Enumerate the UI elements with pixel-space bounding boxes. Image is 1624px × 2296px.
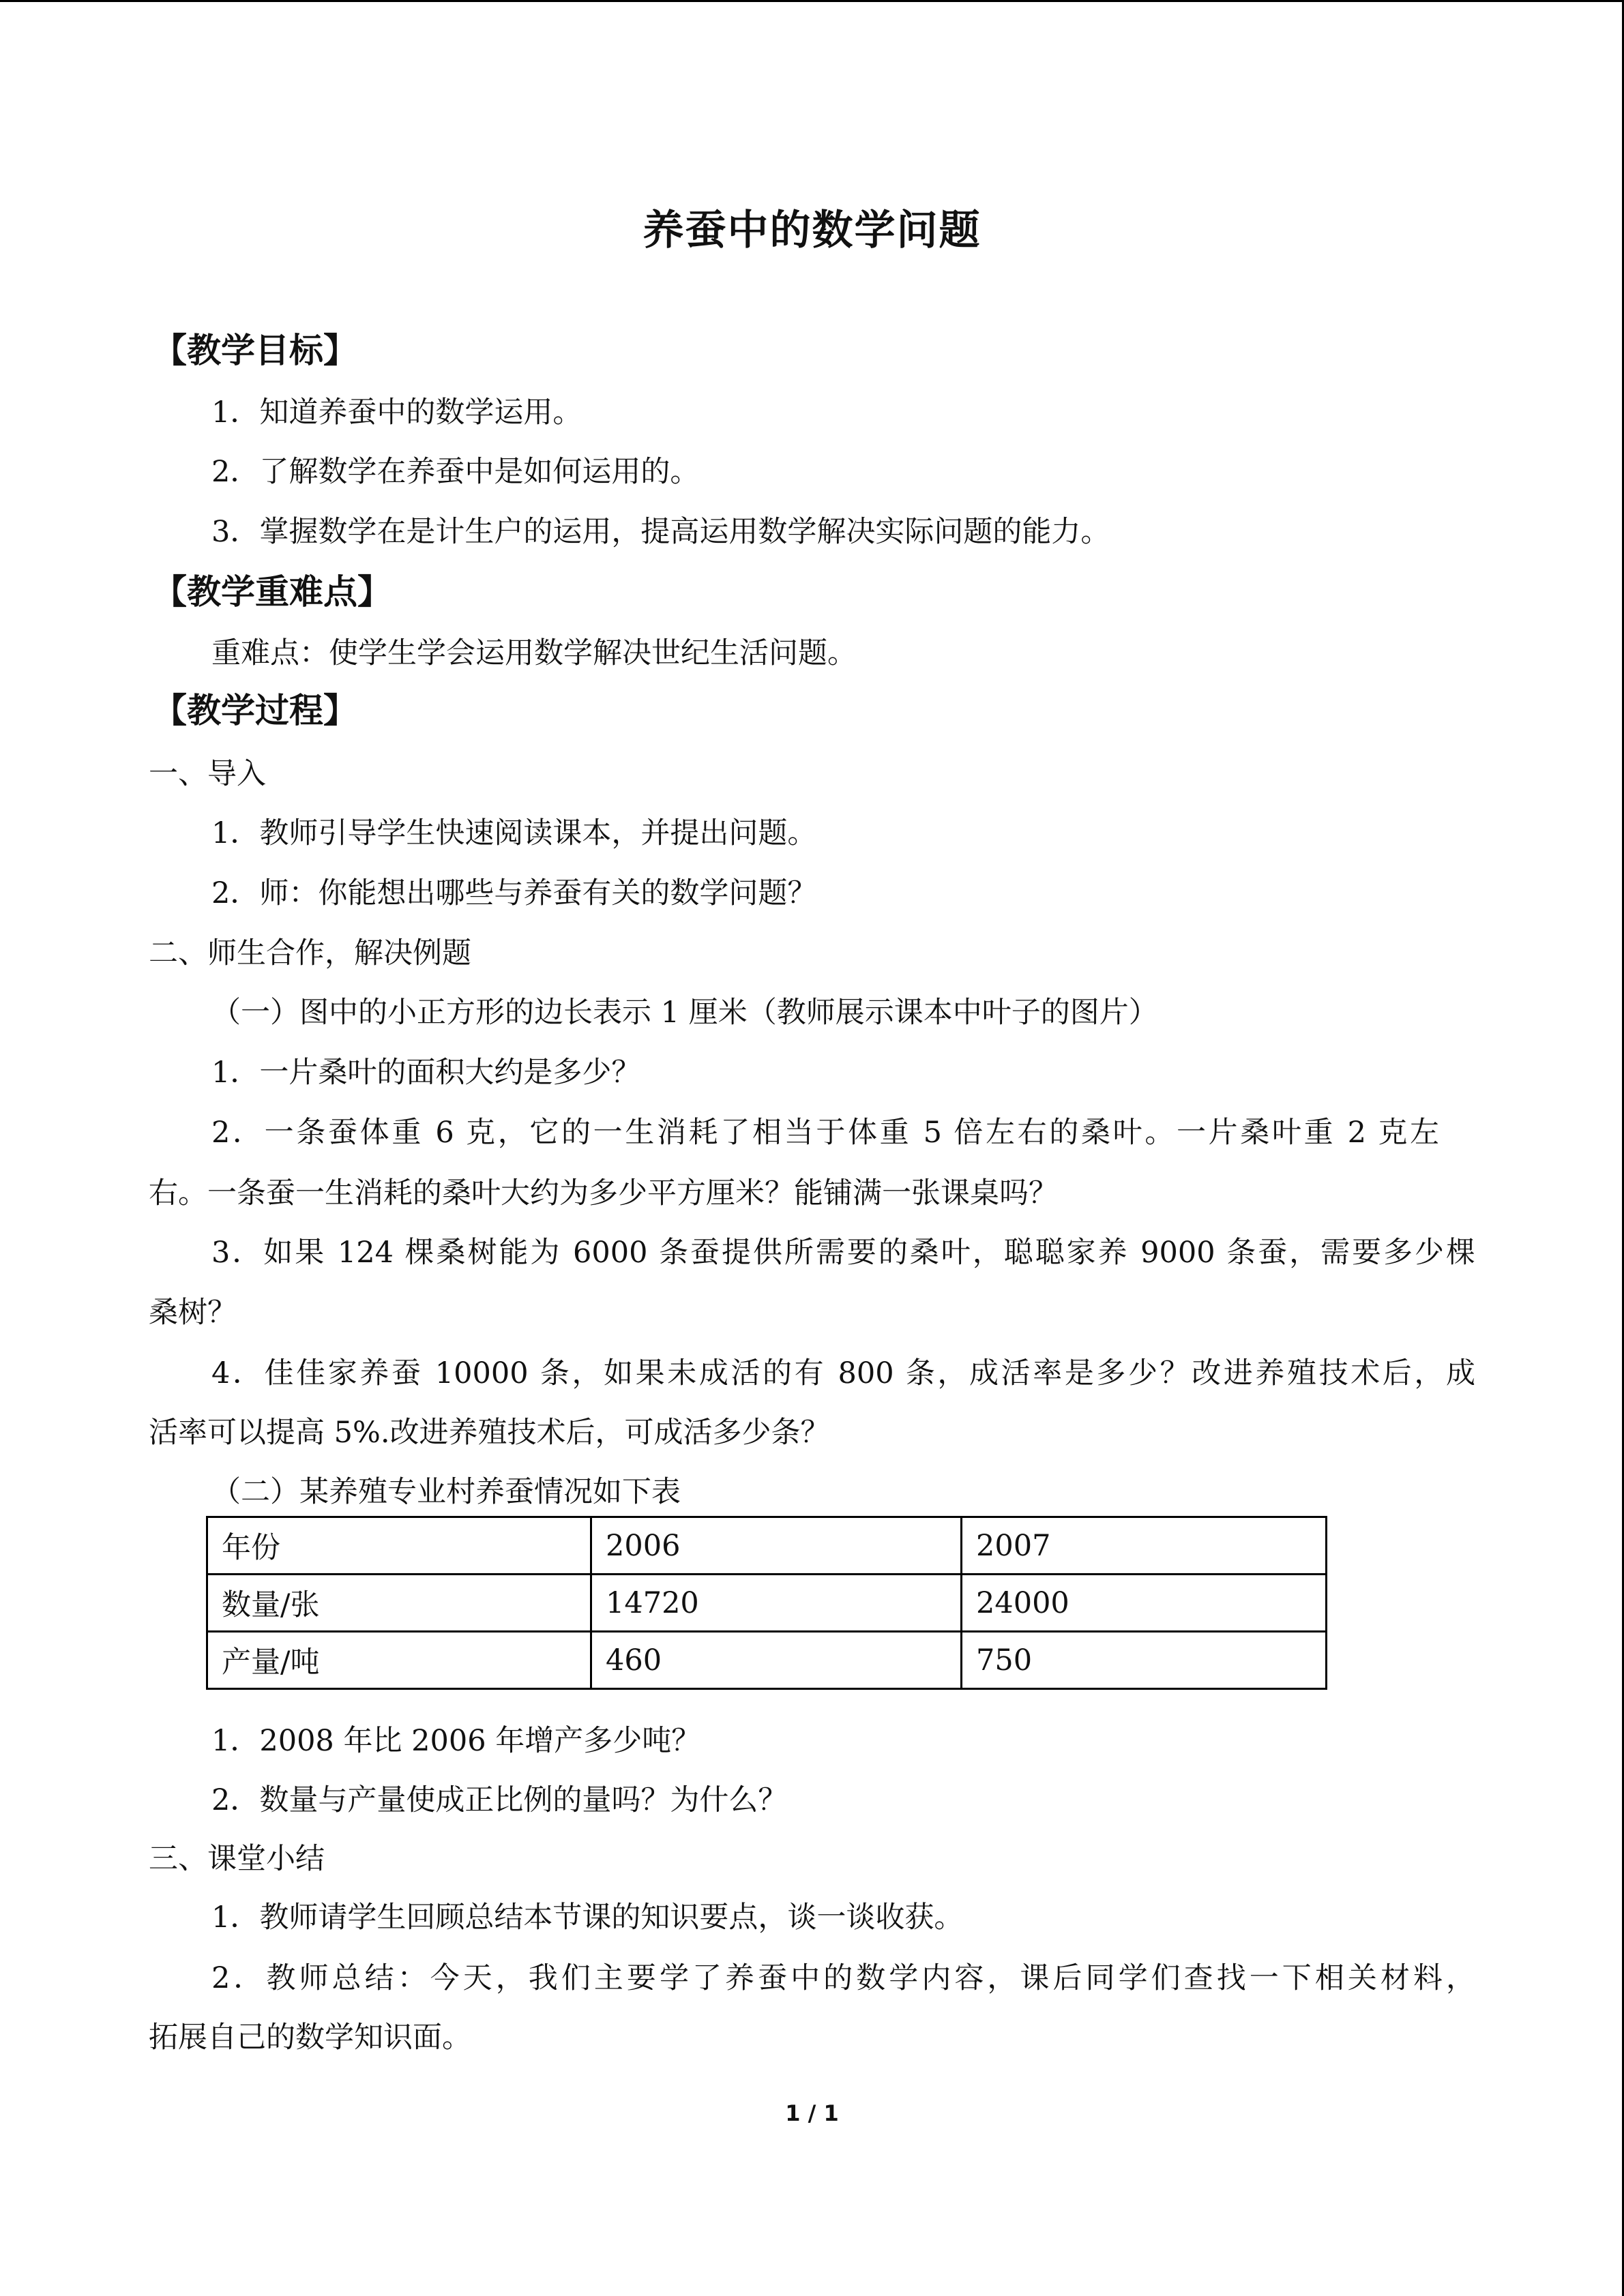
part1-question-2-line-1: 2．一条蚕体重 6 克，它的一生消耗了相当于体重 5 倍左右的桑叶。一片桑叶重 2 克左 — [211, 1116, 1439, 1150]
part1-question-4-line-2: 活率可以提高 5%.改进养殖技术后，可成活多少条？ — [149, 1416, 830, 1450]
goal-item-3: 3．掌握数学在是计生户的运用，提高运用数学解决实际问题的能力。 — [211, 515, 1110, 549]
summary-item-2-line-2: 拓展自己的数学知识面。 — [149, 2021, 471, 2055]
table-header-cell: 2006 — [591, 1517, 962, 1575]
intro-item-2: 2．师：你能想出哪些与养蚕有关的数学问题？ — [211, 876, 817, 910]
intro-item-1: 1．教师引导学生快速阅读课本，并提出问题。 — [211, 816, 817, 850]
summary-item-1: 1．教师请学生回顾总结本节课的知识要点，谈一谈收获。 — [211, 1900, 964, 1935]
table-cell: 数量/张 — [207, 1575, 591, 1632]
table-header-row — [207, 1517, 1327, 1575]
table-cell: 460 — [591, 1632, 962, 1689]
part1-question-4-line-1: 4．佳佳家养蚕 10000 条，如果未成活的有 800 条，成活率是多少？改进养殖技术后，成 — [211, 1356, 1475, 1390]
part1-question-3-line-1: 3．如果 124 棵桑树能为 6000 条蚕提供所需要的桑叶，聪聪家养 9000 条蚕，需要多少棵 — [211, 1236, 1475, 1270]
table-row — [207, 1632, 1327, 1689]
goal-item-1: 1．知道养蚕中的数学运用。 — [211, 396, 582, 430]
part1-question-2-line-2: 右。一条蚕一生消耗的桑叶大约为多少平方厘米？能铺满一张课桌吗？ — [149, 1176, 1058, 1210]
table-cell: 24000 — [962, 1575, 1327, 1632]
part2-question-1: 1．2008 年比 2006 年增产多少吨？ — [211, 1724, 701, 1758]
page-number: 1 / 1 — [785, 2100, 839, 2126]
part2-heading: （二）某养殖专业村养蚕情况如下表 — [211, 1475, 681, 1509]
section-heading-key-points: 【教学重难点】 — [153, 572, 392, 612]
breeding-data-table — [206, 1516, 1327, 1690]
table-row — [207, 1575, 1327, 1632]
section-heading-goals: 【教学目标】 — [153, 331, 357, 370]
part1-question-1: 1．一片桑叶的面积大约是多少？ — [211, 1056, 641, 1090]
intro-heading: 一、导入 — [149, 757, 266, 791]
table-cell: 产量/吨 — [207, 1632, 591, 1689]
part2-question-2: 2．数量与产量使成正比例的量吗？为什么？ — [211, 1783, 788, 1817]
part1-question-3-line-2: 桑树？ — [149, 1296, 237, 1330]
summary-item-2-line-1: 2．教师总结：今天，我们主要学了养蚕中的数学内容，课后同学们查找一下相关材料， — [211, 1961, 1475, 1995]
section-heading-process: 【教学过程】 — [153, 691, 357, 730]
table-cell: 750 — [962, 1632, 1327, 1689]
goal-item-2: 2．了解数学在养蚕中是如何运用的。 — [211, 455, 700, 489]
part1-heading: （一）图中的小正方形的边长表示 1 厘米（教师展示课本中叶子的图片） — [211, 996, 1158, 1030]
table-cell: 14720 — [591, 1575, 962, 1632]
table-header-cell: 年份 — [207, 1517, 591, 1575]
page-title: 养蚕中的数学问题 — [643, 207, 981, 254]
key-points-text: 重难点：使学生学会运用数学解决世纪生活问题。 — [211, 636, 857, 670]
table-header-cell: 2007 — [962, 1517, 1327, 1575]
summary-heading: 三、课堂小结 — [149, 1842, 325, 1876]
cooperation-heading: 二、师生合作，解决例题 — [149, 936, 471, 970]
